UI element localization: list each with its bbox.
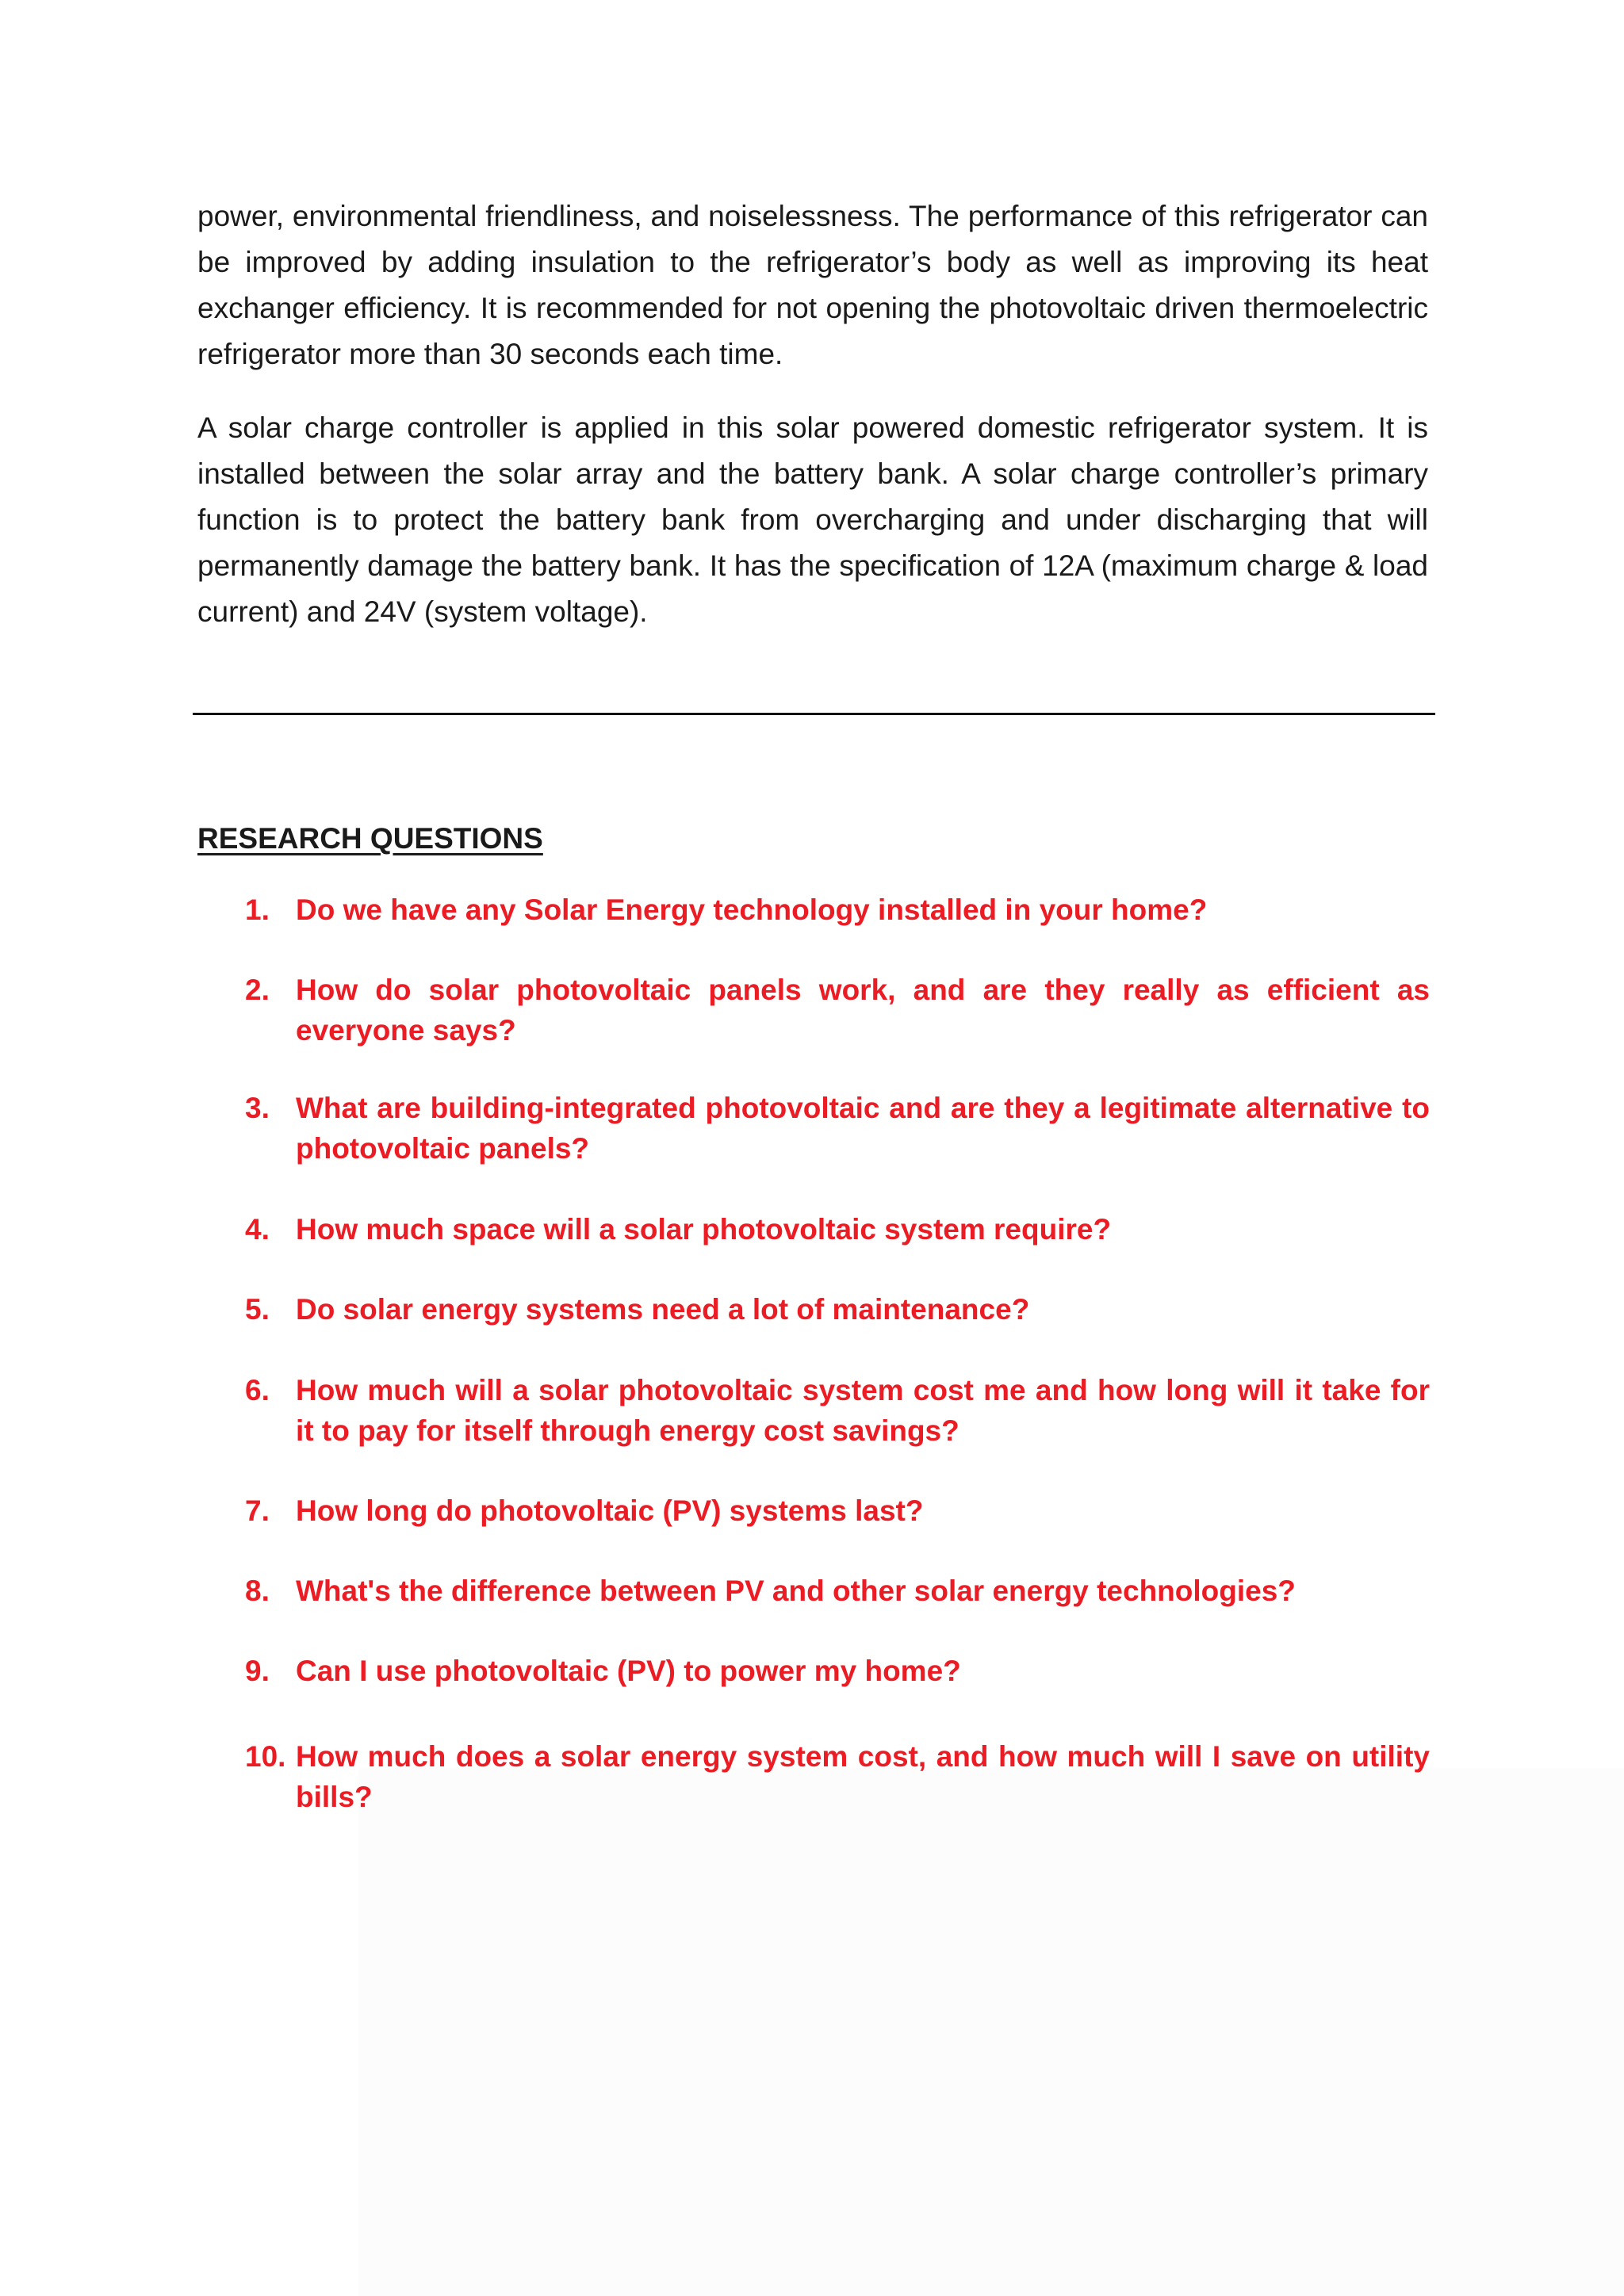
- question-number: 7.: [245, 1494, 270, 1527]
- section-heading: RESEARCH QUESTIONS: [197, 822, 543, 855]
- question-item: [245, 1651, 1430, 1691]
- body-paragraph-1: power, environmental friendliness, and noiselessness. The performance of this refrigerator can be improved by adding insulation to the refrigerator’s body as well as improving its heat exchanger efficiency. It is recommended for not opening the photovoltaic driven thermoelectric refrigerator more than 30 seconds each time.: [197, 200, 1428, 370]
- body-paragraph-2: A solar charge controller is applied in this solar powered domestic refrigerator system. It is installed between the solar array and the battery bank. A solar charge controller’s primary function is to protect the battery bank from overcharging and under discharging that will permanently damage the battery bank. It has the specification of 12A (maximum charge & load current) and 24V (system voltage).: [197, 411, 1428, 628]
- question-text: How much space will a solar photovoltaic system require?: [296, 1213, 1112, 1246]
- question-number: 10.: [245, 1740, 286, 1773]
- question-text: How long do photovoltaic (PV) systems last?: [296, 1494, 924, 1527]
- question-item: [245, 970, 1430, 1050]
- question-number: 6.: [245, 1374, 270, 1406]
- question-number: 1.: [245, 894, 270, 926]
- question-text: Can I use photovoltaic (PV) to power my home?: [296, 1655, 961, 1687]
- question-text: What are building-integrated photovoltaic and are they a legitimate alternative to photovoltaic panels?: [296, 1092, 1430, 1165]
- question-text: How much will a solar photovoltaic system cost me and how long will it take for it to pay for itself through energy cost savings?: [296, 1374, 1430, 1447]
- question-text: Do we have any Solar Energy technology installed in your home?: [296, 894, 1208, 926]
- question-number: 9.: [245, 1655, 270, 1687]
- question-number: 3.: [245, 1092, 270, 1124]
- question-text: How much does a solar energy system cost, and how much will I save on utility bills?: [296, 1740, 1430, 1813]
- question-item: [245, 1571, 1430, 1611]
- question-item: [245, 1289, 1430, 1330]
- question-number: 5.: [245, 1293, 270, 1326]
- question-text: How do solar photovoltaic panels work, and are they really as efficient as everyone says?: [296, 974, 1430, 1047]
- background-shade: [358, 1768, 1624, 2296]
- horizontal-divider: [193, 713, 1435, 715]
- question-text: Do solar energy systems need a lot of maintenance?: [296, 1293, 1030, 1326]
- question-text: What's the difference between PV and other solar energy technologies?: [296, 1575, 1296, 1607]
- question-item: [245, 1736, 1430, 1817]
- question-number: 8.: [245, 1575, 270, 1607]
- question-item: [245, 1490, 1430, 1531]
- question-item: [245, 1209, 1430, 1249]
- question-number: 2.: [245, 974, 270, 1006]
- question-item: [245, 890, 1430, 930]
- question-number: 4.: [245, 1213, 270, 1246]
- question-item: [245, 1088, 1430, 1169]
- question-item: [245, 1370, 1430, 1451]
